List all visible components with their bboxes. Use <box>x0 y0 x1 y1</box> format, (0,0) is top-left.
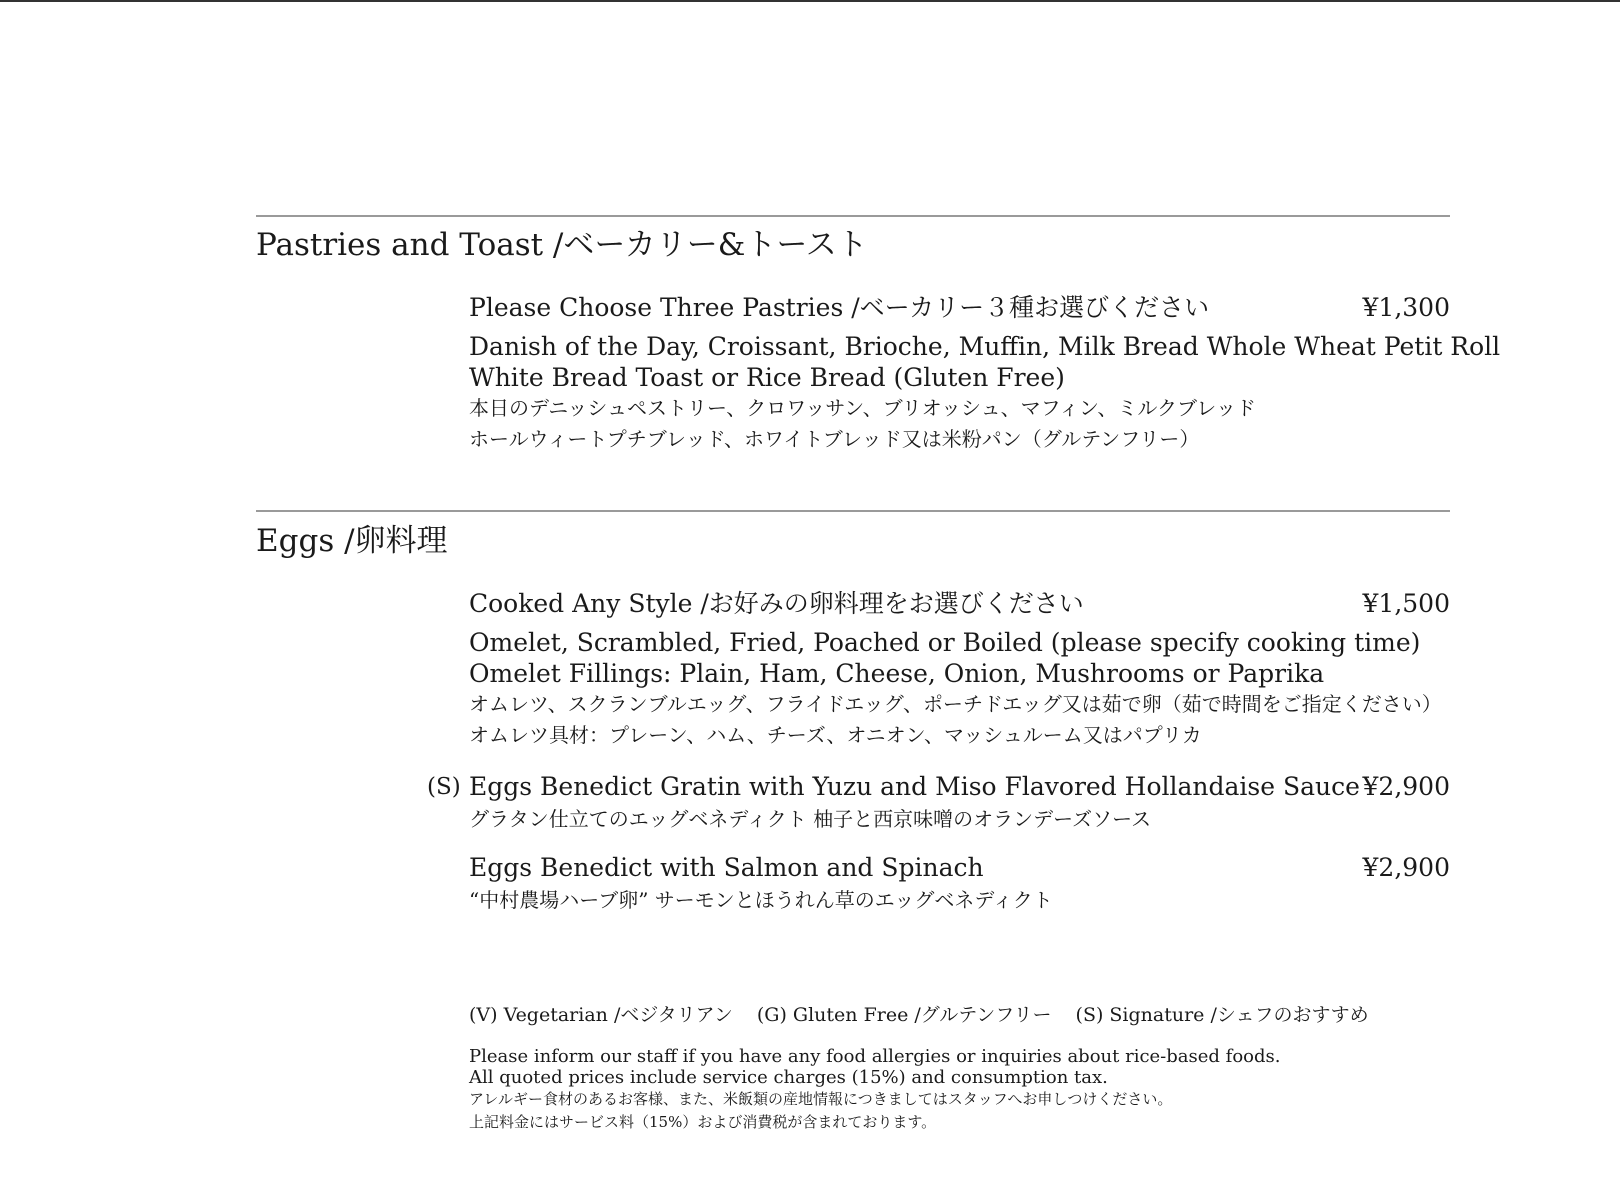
item-price: ¥1,500 <box>1362 589 1450 618</box>
menu-item-pastries <box>469 291 1501 455</box>
item-name: Cooked Any Style /お好みの卵料理をお選びください <box>469 589 1084 618</box>
legend-signature: (S) Signature /シェフのおすすめ <box>1075 1004 1369 1026</box>
item-description-en: Omelet Fillings: Plain, Ham, Cheese, Onion, Mushrooms or Paprika <box>469 659 1325 688</box>
item-description-jp: オムレツ具材：プレーン、ハム、チーズ、オニオン、マッシュルーム又はパプリカ <box>469 723 1202 747</box>
item-description-en: Omelet, Scrambled, Fried, Poached or Boiled (please specify cooking time) <box>469 628 1421 657</box>
item-description-jp: “中村農場ハーブ卵” サーモンとほうれん草のエッグベネディクト <box>469 888 1053 912</box>
item-description-jp: グラタン仕立てのエッグベネディクト 柚子と西京味噌のオランデーズソース <box>469 807 1152 831</box>
note-en: Please inform our staff if you have any food allergies or inquiries about rice-based foods. <box>469 1046 1281 1067</box>
item-description-jp: ホールウィートプチブレッド、ホワイトブレッド又は米粉パン（グルテンフリー） <box>469 427 1200 451</box>
top-border <box>0 0 1620 2</box>
item-price: ¥2,900 <box>1362 853 1450 882</box>
note-jp: アレルギー食材のあるお客様、また、米飯類の産地情報につきましてはスタッフへお申しつけください。 <box>469 1090 1173 1108</box>
footer-notes <box>469 1046 1280 1134</box>
item-name: Please Choose Three Pastries /ベーカリー３種お選びください <box>469 293 1210 322</box>
item-description-jp: オムレツ、スクランブルエッグ、フライドエッグ、ポーチドエッグ又は茹で卵（茹で時間をご指定ください） <box>469 692 1442 716</box>
section-title-eggs: Eggs /卵料理 <box>256 523 448 559</box>
note-en: All quoted prices include service charges (15%) and consumption tax. <box>469 1067 1108 1088</box>
section-divider <box>256 510 1450 512</box>
item-price: ¥1,300 <box>1362 293 1450 322</box>
legend-vegetarian: (V) Vegetarian /ベジタリアン <box>469 1004 733 1026</box>
note-jp: 上記料金にはサービス料（15%）および消費税が含まれております。 <box>469 1113 937 1131</box>
item-description-en: White Bread Toast or Rice Bread (Gluten Free) <box>469 363 1065 392</box>
item-description-en: Danish of the Day, Croissant, Brioche, Muffin, Milk Bread Whole Wheat Petit Roll <box>469 332 1501 361</box>
legend <box>469 1000 1387 1030</box>
item-name: Eggs Benedict with Salmon and Spinach <box>469 853 984 882</box>
section-title-pastries: Pastries and Toast /ベーカリー&トースト <box>256 227 868 263</box>
signature-marker: (S) <box>427 774 461 800</box>
menu-item-eggs-benedict-gratin <box>427 770 1450 835</box>
item-description-jp: 本日のデニッシュペストリー、クロワッサン、ブリオッシュ、マフィン、ミルクブレッド <box>469 396 1256 420</box>
menu-item-eggs-benedict-salmon <box>469 851 1450 916</box>
menu-item-cooked-any-style <box>469 587 1450 751</box>
item-name: Eggs Benedict Gratin with Yuzu and Miso Flavored Hollandaise Sauce <box>469 772 1360 801</box>
item-price: ¥2,900 <box>1362 772 1450 801</box>
legend-gluten-free: (G) Gluten Free /グルテンフリー <box>756 1004 1052 1026</box>
section-divider <box>256 215 1450 217</box>
